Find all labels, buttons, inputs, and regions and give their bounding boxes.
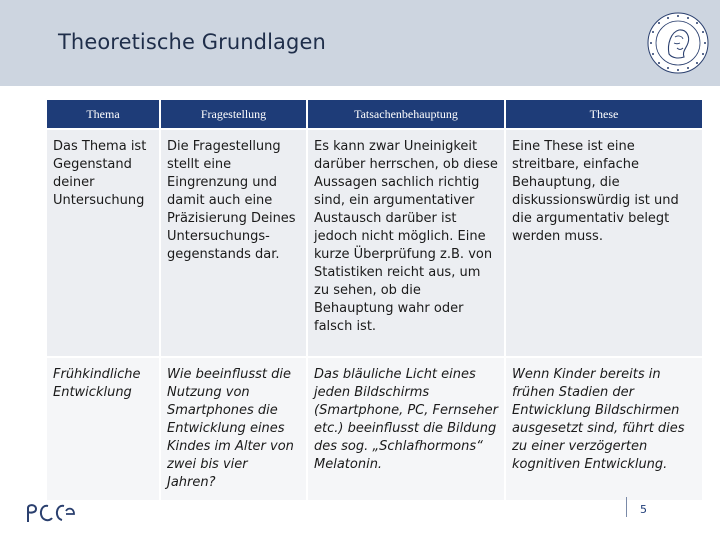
column-header: Thema: [47, 100, 161, 128]
page-number: 5: [640, 503, 647, 516]
table-cell: Das bläuliche Licht eines jeden Bildschirms (Smartphone, PC, Fernseher etc.) beeinflusst die Bildung des sog. „Schlafhormons“ Melatonin.: [308, 356, 506, 500]
column-header: These: [506, 100, 702, 128]
table-cell: Wenn Kinder bereits in frühen Stadien der Entwicklung Bildschirmen ausgesetzt sind, führt dies zu einer verzögerten kognitiven Entwicklung.: [506, 356, 702, 500]
table-cell: Eine These ist eine streitbare, einfache Behauptung, die diskussionswürdig ist und die argumentativ belegt werden muss.: [506, 130, 702, 356]
page-divider: [626, 497, 627, 517]
university-seal-icon: [645, 10, 711, 76]
institution-logo-icon: [24, 500, 76, 526]
column-header: Tatsachenbehauptung: [308, 100, 506, 128]
table-header-row: [47, 100, 702, 130]
table-cell: Die Fragestellung stellt eine Eingrenzung und damit auch eine Präzisierung Deines Untersuchungs-gegenstands dar.: [161, 130, 308, 356]
table-cell: Das Thema ist Gegenstand deiner Untersuchung: [47, 130, 161, 356]
column-header: Fragestellung: [161, 100, 308, 128]
header-band: [0, 0, 720, 86]
slide-title: Theoretische Grundlagen: [58, 30, 326, 54]
table-row: [47, 130, 702, 356]
table-cell: Wie beeinflusst die Nutzung von Smartphones die Entwicklung eines Kindes im Alter von zwei bis vier Jahren?: [161, 356, 308, 500]
comparison-table: [47, 100, 702, 500]
table-cell: Es kann zwar Uneinigkeit darüber herrschen, ob diese Aussagen sachlich richtig sind, ein argumentativer Austausch darüber ist jedoch nicht möglich. Eine kurze Überprüfung z.B. von Statistiken reicht aus, um zu sehen, ob die Behauptung wahr oder falsch ist.: [308, 130, 506, 356]
table-row: [47, 356, 702, 500]
table-cell: Frühkindliche Entwicklung: [47, 356, 161, 500]
